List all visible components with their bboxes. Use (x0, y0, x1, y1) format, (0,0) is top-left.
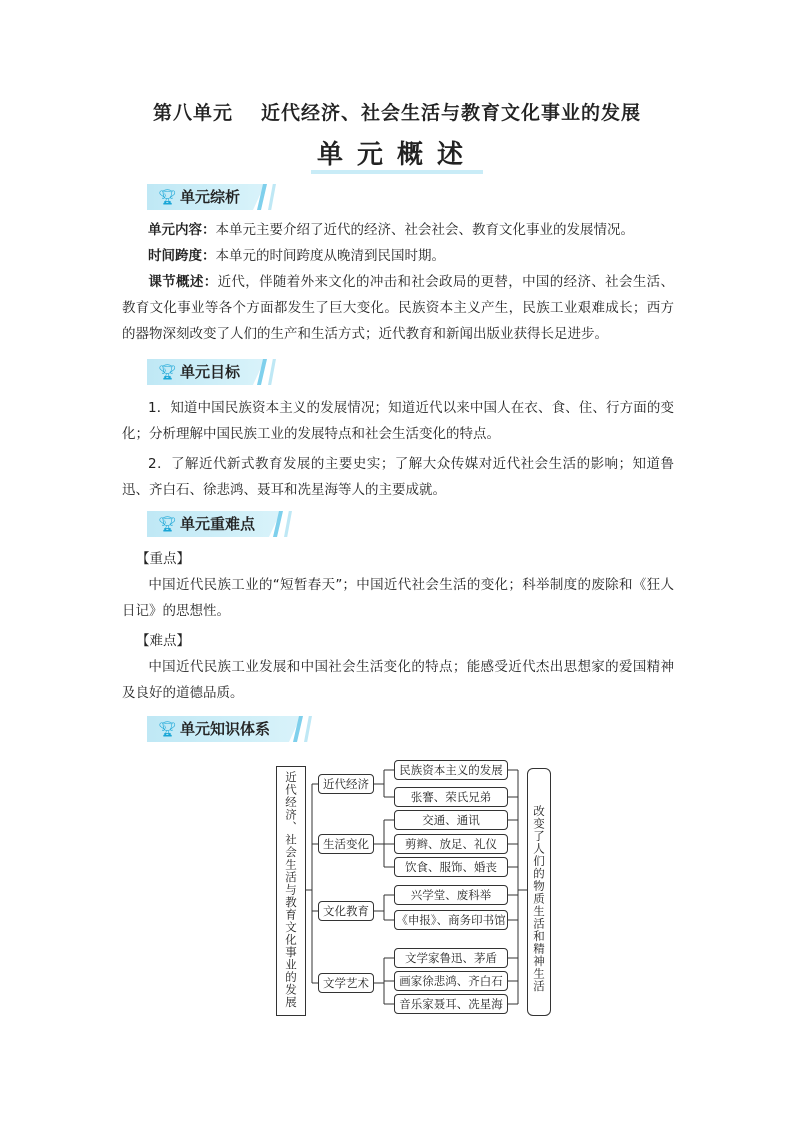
leaf-box: 民族资本主义的发展 (394, 760, 508, 780)
leaf-box: 兴学堂、废科举 (394, 885, 508, 905)
leaf-box: 剪辫、放足、礼仪 (394, 834, 508, 854)
summary-span (122, 243, 674, 269)
section-heading-goals (147, 359, 277, 385)
trophy-icon: 🏆︎ (158, 363, 178, 381)
hard-label: 【难点】 (136, 633, 190, 649)
summary-lesson (122, 269, 674, 347)
branch-arts: 文学艺术 (318, 973, 374, 993)
trophy-icon: 🏆︎ (158, 720, 178, 738)
leaf-box: 饮食、服饰、婚丧 (394, 857, 508, 877)
branch-life: 生活变化 (318, 834, 374, 854)
section-heading-knowledge (147, 716, 313, 742)
lesson-label: 课节概述： (148, 274, 218, 290)
goal-item-1: 1．知道中国民族资本主义的发展情况；知道近代以来中国人在衣、食、住、行方面的变化；分析理解中国民族工业的发展特点和社会生活变化的特点。 (122, 400, 674, 442)
span-label: 时间跨度： (148, 248, 216, 264)
branch-economy: 近代经济 (318, 774, 374, 794)
overview-text: 单元概述 (311, 140, 483, 174)
section-heading-label: 单元知识体系 (180, 720, 271, 738)
section-heading-key-points (147, 511, 293, 537)
diagram-root: 近代经济、社会生活与教育文化事业的发展 (276, 766, 306, 1016)
overview-heading (0, 140, 794, 174)
key-label: 【重点】 (136, 551, 190, 567)
key-text: 中国近代民族工业的“短暂春天”；中国近代社会生活的变化；科举制度的废除和《狂人日记》的思想性。 (122, 577, 674, 619)
section-heading-summary (147, 184, 277, 210)
section-heading-label: 单元目标 (180, 363, 241, 381)
hard-text: 中国近代民族工业发展和中国社会生活变化的特点；能感受近代杰出思想家的爱国精神及良好的道德品质。 (122, 659, 674, 701)
section-heading-label: 单元综析 (180, 188, 241, 206)
leaf-box: 张謇、荣氏兄弟 (394, 787, 508, 807)
branch-education: 文化教育 (318, 901, 374, 921)
lesson-text: 近代，伴随着外来文化的冲击和社会政局的更替，中国的经济、社会生活、教育文化事业等各个方面都发生了巨大变化。民族资本主义产生，民族工业艰难成长；西方的器物深刻改变了人们的生产和生活方式；近代教育和新闻出版业获得长足进步。 (122, 274, 675, 342)
summary-content (122, 217, 674, 243)
unit-number: 第八单元 (152, 102, 233, 124)
goal-item-2: 2．了解近代新式教育发展的主要史实；了解大众传媒对近代社会生活的影响；知道鲁迅、齐白石、徐悲鸿、聂耳和冼星海等人的主要成就。 (122, 456, 674, 498)
trophy-icon: 🏆︎ (158, 515, 178, 533)
content-text: 本单元主要介绍了近代的经济、社会社会、教育文化事业的发展情况。 (215, 222, 634, 238)
leaf-box: 音乐家聂耳、冼星海 (394, 994, 508, 1014)
span-text: 本单元的时间跨度从晚清到民国时期。 (215, 248, 445, 264)
leaf-box: 画家徐悲鸿、齐白石 (394, 971, 508, 991)
trophy-icon: 🏆︎ (158, 188, 178, 206)
page-title (0, 98, 794, 125)
diagram-result: 改变了人们的物质生活和精神生活 (527, 768, 551, 1016)
section-heading-label: 单元重难点 (180, 515, 256, 533)
unit-title: 近代经济、社会生活与教育文化事业的发展 (261, 102, 642, 124)
leaf-box: 文学家鲁迅、茅盾 (394, 948, 508, 968)
leaf-box: 交通、通讯 (394, 810, 508, 830)
leaf-box: 《申报》、商务印书馆 (394, 910, 508, 930)
content-label: 单元内容： (148, 222, 216, 238)
